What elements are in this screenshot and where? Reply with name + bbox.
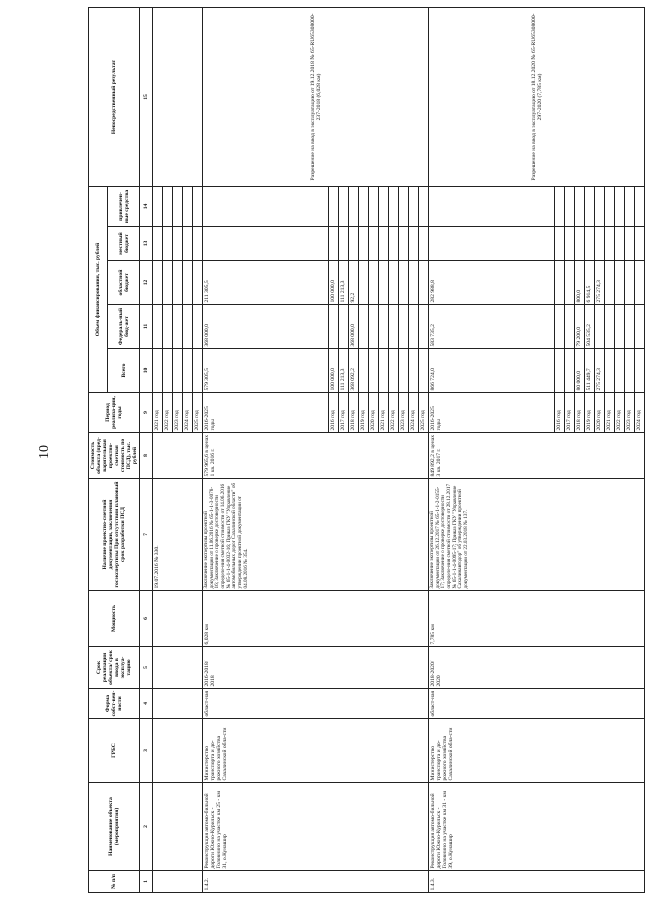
col-num: 2 (140, 783, 153, 871)
cell-total (605, 349, 615, 393)
cell-federal (595, 305, 605, 349)
col-num: 13 (140, 227, 153, 261)
obj2-no: 1.4.3. (429, 871, 645, 893)
cell-federal (163, 305, 173, 349)
cell-attracted (359, 186, 369, 226)
cell-regional (389, 261, 399, 305)
cell-federal: 79 200,0 (575, 305, 585, 349)
period-year: 2019 год (359, 393, 369, 433)
cell-regional (173, 261, 183, 305)
hdr-regional: областной бюджет (108, 261, 140, 305)
cell-attracted (193, 186, 203, 226)
obj1-no: 1.4.2. (203, 871, 429, 893)
cell-regional: 92,2 (349, 261, 359, 305)
cell-local (183, 227, 193, 261)
period-year: 2025 год (419, 393, 429, 433)
cell-total (409, 349, 419, 393)
col-num: 1 (140, 871, 153, 893)
column-numbers-row (140, 7, 153, 892)
cell-empty (153, 871, 203, 893)
period-year: 2024 год (635, 393, 645, 433)
cell-local (615, 227, 625, 261)
cell-regional (615, 261, 625, 305)
hdr-funding-group: Объем финансирования, тыс. рублей (89, 186, 108, 392)
hdr-capacity: Мощность (89, 591, 140, 647)
cell-federal (389, 305, 399, 349)
col-num: 12 (140, 261, 153, 305)
hdr-term: Срок реализации объекта/ срок ввода в эксплуа-тацию (89, 647, 140, 689)
cell-total: 511 449,7 (585, 349, 595, 393)
obj1-result: Разрешение на ввод в эксплуатацию от 19.12.2018 № 65-RU65308000-237-2018 (6,028 км) (203, 7, 429, 186)
obj2-grbs: Министерство транспорта и до-рожного хозяйства Сахалинской обла-сти (429, 719, 645, 783)
cell-regional (153, 261, 163, 305)
cell-local (399, 227, 409, 261)
cell-attracted (173, 186, 183, 226)
cell-attracted (153, 186, 163, 226)
cell-total (625, 349, 635, 393)
cell-federal (329, 305, 339, 349)
period-year: 2022 год (163, 393, 173, 433)
hdr-cost: Стоимость объекта (пред-варительная проектно-сметная стоимость по ПСД), тыс. рублей (89, 433, 140, 479)
col-num: 4 (140, 689, 153, 719)
period-year: 2018 год (349, 393, 359, 433)
cell-local (575, 227, 585, 261)
cell-empty (153, 591, 203, 647)
cell-regional: 211 305,5 (203, 261, 329, 305)
prev-docs: 19.07.2016 № 330. (153, 479, 203, 591)
cell-attracted (429, 186, 555, 226)
cell-total (369, 349, 379, 393)
cell-local (153, 227, 163, 261)
cell-attracted (595, 186, 605, 226)
hdr-attracted: привлечен-ные средства (108, 186, 140, 226)
cell-local (173, 227, 183, 261)
table-row (203, 7, 329, 892)
cell-attracted (625, 186, 635, 226)
cell-regional: 275 274,3 (595, 261, 605, 305)
cell-regional (409, 261, 419, 305)
col-num: 15 (140, 7, 153, 186)
cell-total: 100 000,0 (329, 349, 339, 393)
hdr-form: Форма собст-вен-ности (89, 689, 140, 719)
cell-empty (153, 783, 203, 871)
cell-attracted (203, 186, 329, 226)
hdr-local: местный бюджет (108, 227, 140, 261)
cell-federal (183, 305, 193, 349)
cell-attracted (399, 186, 409, 226)
cell-total (399, 349, 409, 393)
hdr-total: Всего (108, 349, 140, 393)
cell-empty (153, 647, 203, 689)
cell-federal (419, 305, 429, 349)
cell-local (389, 227, 399, 261)
cell-attracted (349, 186, 359, 226)
cell-local (625, 227, 635, 261)
cell-federal: 368 000,0 (349, 305, 359, 349)
obj2-result: Разрешение на ввод в эксплуатацию от 18.12.2020 № 65-RU65308000-297-2020 (7,785 км) (429, 7, 645, 186)
period-year: 2021 год (605, 393, 615, 433)
cell-federal (379, 305, 389, 349)
period-year: 2023 год (625, 393, 635, 433)
cell-regional: 111 213,3 (339, 261, 349, 305)
cell-attracted (605, 186, 615, 226)
cell-total: 80 000,0 (575, 349, 585, 393)
cell-empty (153, 433, 203, 479)
hdr-name: Наименование объекта (мероприятия) (89, 783, 140, 871)
cell-regional (183, 261, 193, 305)
period-year: 2017 год (565, 393, 575, 433)
obj1-capacity: 6,028 км (203, 591, 429, 647)
cell-attracted (183, 186, 193, 226)
period-year: 2024 год (409, 393, 419, 433)
col-num: 10 (140, 349, 153, 393)
cell-attracted (585, 186, 595, 226)
period-year: 2020 год (595, 393, 605, 433)
cell-regional: 800,0 (575, 261, 585, 305)
cell-regional (605, 261, 615, 305)
header-row-1 (89, 7, 108, 892)
hdr-grbs: ГРБС (89, 719, 140, 783)
cell-total: 275 274,3 (595, 349, 605, 393)
cell-attracted (339, 186, 349, 226)
cell-total (173, 349, 183, 393)
period-year: 2016 год (329, 393, 339, 433)
cell-total (635, 349, 645, 393)
cell-attracted (409, 186, 419, 226)
cell-total (389, 349, 399, 393)
obj1-term: 2016-2018/ 2018 (203, 647, 429, 689)
period-year: 2024 год (183, 393, 193, 433)
cell-empty (153, 689, 203, 719)
period-year: 2023 год (399, 393, 409, 433)
cell-federal (153, 305, 163, 349)
period-year: 2016-2025 годы (203, 393, 329, 433)
cell-regional (399, 261, 409, 305)
cell-federal: 504 535,2 (585, 305, 595, 349)
cell-attracted (555, 186, 565, 226)
cell-federal (409, 305, 419, 349)
col-num: 5 (140, 647, 153, 689)
cell-total (419, 349, 429, 393)
cell-local (203, 227, 329, 261)
cell-regional: 282 988,8 (429, 261, 555, 305)
table-row (429, 7, 555, 892)
cell-attracted (329, 186, 339, 226)
cell-local (635, 227, 645, 261)
cell-total (163, 349, 173, 393)
cell-empty (153, 719, 203, 783)
period-year: 2019 год (585, 393, 595, 433)
cell-total (379, 349, 389, 393)
cell-federal (565, 305, 575, 349)
period-year: 2022 год (615, 393, 625, 433)
cell-attracted (615, 186, 625, 226)
cell-local (349, 227, 359, 261)
cell-federal (399, 305, 409, 349)
cell-total (615, 349, 625, 393)
cell-total (555, 349, 565, 393)
cell-federal (605, 305, 615, 349)
col-num: 6 (140, 591, 153, 647)
cell-total (565, 349, 575, 393)
cell-federal (555, 305, 565, 349)
obj1-name: Реконструкция автомо-бильной дороги Южно-Курильск - Головнино на участке км 25 - км 31, о.Кунашир (203, 783, 429, 871)
obj1-docs: Заключение экспертизы проектной документации от 11.06.2016 № 65-1-1-3-0078-16; Заключение о проверке достоверности определе-ния сметной стоимости от 14.06.2016 № 65-1-1-4-0032-16; Приказ ГКУ "Управление автомобильных дорог Сахалинской области" об утверждении проектной документации от 04.08.2016 № 354. (203, 479, 429, 591)
obj2-cost: 849 892,2 в ценах 3 кв. 2017 г. (429, 433, 645, 479)
period-year: 2020 год (369, 393, 379, 433)
cell-total (153, 349, 163, 393)
cell-regional (163, 261, 173, 305)
cell-attracted (635, 186, 645, 226)
hdr-no: № п/п (89, 871, 140, 893)
cell-local (605, 227, 615, 261)
cell-local (555, 227, 565, 261)
obj2-docs: Заключение экспертизы проектной документации от 26.12.2017 № 65-1-1-2-0155-17; Заключение о проверке достоверности определе-ния сметной стоимости от 28.12.2017 № 65-1-1-4-0095-17; Приказ ГКУ "Управление Сахалинавтодор" об утверждении проектной документации от 22.03.2018 № 137. (429, 479, 645, 591)
period-year: 2025 год (193, 393, 203, 433)
hdr-result: Непосредственный результат (89, 7, 140, 186)
cell-regional (379, 261, 389, 305)
cell-regional: 100 000,0 (329, 261, 339, 305)
period-year: 2022 год (389, 393, 399, 433)
cell-local (585, 227, 595, 261)
col-num: 8 (140, 433, 153, 479)
cell-regional (369, 261, 379, 305)
cell-local (409, 227, 419, 261)
obj2-term: 2018-2020/ 2020 (429, 647, 645, 689)
cell-regional (419, 261, 429, 305)
cell-local (595, 227, 605, 261)
cell-local (193, 227, 203, 261)
cell-federal: 368 000,0 (203, 305, 329, 349)
obj1-form: област-ная (203, 689, 429, 719)
period-year: 2021 год (153, 393, 163, 433)
cell-total (183, 349, 193, 393)
cell-regional (565, 261, 575, 305)
period-year: 2018 год (575, 393, 585, 433)
period-year: 2016 год (555, 393, 565, 433)
col-num: 3 (140, 719, 153, 783)
col-num: 14 (140, 186, 153, 226)
col-num: 11 (140, 305, 153, 349)
obj2-capacity: 7,785 км (429, 591, 645, 647)
table-viewport (88, 8, 643, 893)
obj1-cost: 579 965,6 в ценах 1 кв. 2016 г. (203, 433, 429, 479)
cell-federal: 583 735,2 (429, 305, 555, 349)
cell-local (329, 227, 339, 261)
cell-total: 368 092,2 (349, 349, 359, 393)
cell-regional (193, 261, 203, 305)
cell-total: 866 724,0 (429, 349, 555, 393)
period-year: 2016-2025 годы (429, 393, 555, 433)
obj1-grbs: Министерство транспорта и до-рожного хозяйства Сахалинской обла-сти (203, 719, 429, 783)
cell-regional (635, 261, 645, 305)
cell-local (359, 227, 369, 261)
cell-attracted (369, 186, 379, 226)
cell-federal (625, 305, 635, 349)
cell-local (163, 227, 173, 261)
program-objects-table (88, 7, 645, 893)
cell-attracted (419, 186, 429, 226)
obj2-form: област-ная (429, 689, 645, 719)
period-year: 2021 год (379, 393, 389, 433)
table-row (153, 7, 163, 892)
cell-federal (615, 305, 625, 349)
rotated-table-container (88, 8, 643, 893)
cell-federal (369, 305, 379, 349)
cell-federal (359, 305, 369, 349)
period-year: 2017 год (339, 393, 349, 433)
cell-attracted (389, 186, 399, 226)
period-year: 2023 год (173, 393, 183, 433)
hdr-period: Период реализа-ции, годы (89, 393, 140, 433)
cell-attracted (379, 186, 389, 226)
cell-federal (173, 305, 183, 349)
cell-total: 111 213,3 (339, 349, 349, 393)
cell-attracted (565, 186, 575, 226)
cell-attracted (163, 186, 173, 226)
cell-federal (635, 305, 645, 349)
hdr-federal: Федераль-ный бюд-жет (108, 305, 140, 349)
cell-local (379, 227, 389, 261)
cell-local (565, 227, 575, 261)
cell-attracted (575, 186, 585, 226)
cell-regional (555, 261, 565, 305)
cell-empty (153, 7, 203, 186)
cell-total (359, 349, 369, 393)
cell-local (429, 227, 555, 261)
cell-local (419, 227, 429, 261)
col-num: 7 (140, 479, 153, 591)
obj2-name: Реконструкция автомо-бильной дороги Южно-Курильск - Головнино на участке км 31 - км 39, о.Кунашир (429, 783, 645, 871)
cell-regional (625, 261, 635, 305)
cell-total (193, 349, 203, 393)
cell-regional (359, 261, 369, 305)
cell-total: 579 305,5 (203, 349, 329, 393)
cell-federal (193, 305, 203, 349)
page-number: 10 (37, 445, 52, 459)
col-num: 9 (140, 393, 153, 433)
cell-federal (339, 305, 349, 349)
cell-regional: 6 914,5 (585, 261, 595, 305)
hdr-docs: Наличие проектно-сметной документации, заключения госэкспертизы При отсутствии плановый срок разработки ПСД (89, 479, 140, 591)
cell-local (369, 227, 379, 261)
cell-local (339, 227, 349, 261)
